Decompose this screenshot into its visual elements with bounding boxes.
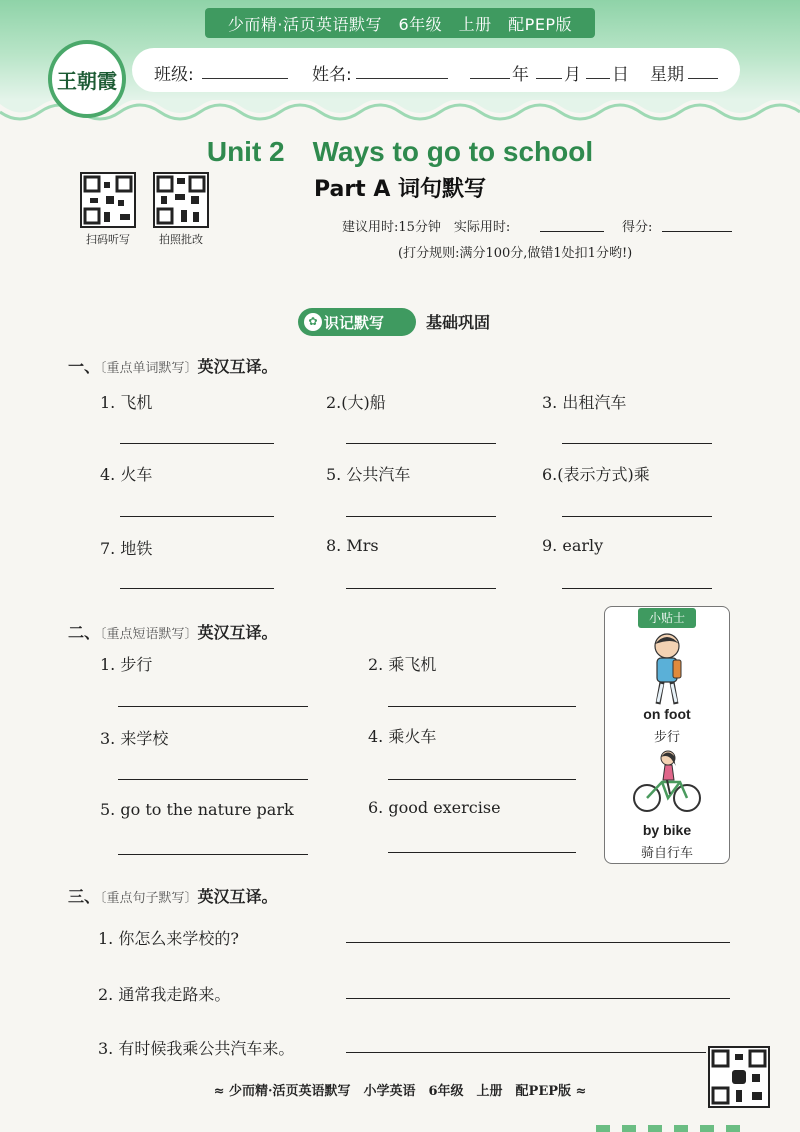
section3-tag: 〔重点句子默写〕 [100, 891, 198, 906]
s1-item: 3. 出租汽车 [542, 393, 627, 412]
section2-title: 英汉互译。 [197, 623, 278, 642]
s2-item: 4. 乘火车 [368, 727, 437, 746]
s2-item: 6. good exercise [368, 798, 501, 817]
tips-heading: 小贴士 [638, 608, 696, 628]
answer-blank[interactable] [562, 588, 712, 589]
name-label: 姓名: [312, 65, 352, 85]
s3-item: 2. 通常我走路来。 [98, 985, 231, 1004]
section1-title: 英汉互译。 [197, 357, 278, 376]
year-label: 年 [512, 65, 529, 85]
s3-item: 3. 有时候我乘公共汽车来。 [98, 1039, 295, 1058]
s2-item: 1. 步行 [100, 655, 153, 674]
section3-heading [68, 884, 278, 907]
name-blank[interactable] [356, 78, 448, 79]
section1-prefix: 一、 [68, 357, 101, 376]
day-label: 日 [612, 65, 629, 85]
bicycle-girl-icon [632, 748, 702, 816]
s1-item: 6.(表示方式)乘 [542, 465, 650, 484]
weekday-label: 星期 [650, 65, 684, 85]
s1-item: 1. 飞机 [100, 393, 153, 412]
section3-prefix: 三、 [68, 887, 101, 906]
score-blank[interactable] [662, 231, 732, 232]
section3-title: 英汉互译。 [197, 887, 278, 906]
answer-blank[interactable] [346, 1052, 706, 1053]
s2-item: 2. 乘飞机 [368, 655, 437, 674]
answer-blank[interactable] [346, 998, 730, 999]
section2-tag: 〔重点短语默写〕 [100, 627, 198, 642]
answer-blank[interactable] [562, 443, 712, 444]
answer-blank[interactable] [120, 443, 274, 444]
pill-label: 识记默写 [324, 313, 385, 332]
s3-item: 1. 你怎么来学校的? [98, 929, 239, 948]
month-blank[interactable] [536, 78, 562, 79]
answer-blank[interactable] [120, 516, 274, 517]
month-label: 月 [564, 65, 581, 85]
answer-blank[interactable] [346, 942, 730, 943]
actual-time-blank[interactable] [540, 231, 604, 232]
answer-blank[interactable] [120, 588, 274, 589]
section1-tag: 〔重点单词默写〕 [100, 361, 198, 376]
section2-heading [68, 620, 278, 643]
series-title: 少而精·活页英语默写 6年级 上册 配PEP版 [205, 8, 595, 38]
tip1-cn: 步行 [653, 730, 680, 745]
qr-code-icon[interactable] [80, 172, 136, 228]
answer-blank[interactable] [118, 779, 308, 780]
day-blank[interactable] [586, 78, 610, 79]
s1-item: 2.(大)船 [326, 393, 386, 412]
s1-item: 5. 公共汽车 [326, 465, 411, 484]
answer-blank[interactable] [388, 779, 576, 780]
answer-blank[interactable] [346, 588, 496, 589]
section-subtitle: 基础巩固 [426, 313, 491, 332]
s1-item: 4. 火车 [100, 465, 153, 484]
answer-blank[interactable] [118, 854, 308, 855]
answer-blank[interactable] [118, 706, 308, 707]
qr-code-icon[interactable] [153, 172, 209, 228]
qr-listen-group[interactable] [80, 172, 143, 247]
s1-item: 9. early [542, 536, 604, 555]
answer-blank[interactable] [346, 516, 496, 517]
answer-blank[interactable] [388, 852, 576, 853]
footer-decoration [596, 1118, 752, 1132]
weekday-blank[interactable] [688, 78, 718, 79]
answer-blank[interactable] [562, 516, 712, 517]
s2-item: 3. 来学校 [100, 729, 169, 748]
wave-divider [0, 100, 800, 126]
tip1-en: on foot [643, 706, 691, 722]
s1-item: 8. Mrs [326, 536, 379, 555]
unit-title: Unit 2 Ways to go to school [206, 136, 594, 167]
footer-qr-icon[interactable] [708, 1046, 770, 1108]
s1-item: 7. 地铁 [100, 539, 153, 558]
answer-blank[interactable] [388, 706, 576, 707]
tip2-cn: 骑自行车 [640, 846, 693, 861]
tip2-en: by bike [642, 822, 692, 838]
student-info-panel [132, 48, 740, 92]
year-blank[interactable] [470, 78, 510, 79]
s2-item: 5. go to the nature park [100, 800, 294, 819]
brand-logo [48, 40, 126, 118]
class-blank[interactable] [202, 78, 288, 79]
qr-grade-label: 拍照批改 [159, 233, 203, 246]
qr-listen-label: 扫码听写 [86, 233, 130, 246]
footer-series: ≈ 少而精·活页英语默写 小学英语 6年级 上册 配PEP版 ≈ [213, 1084, 587, 1099]
section2-prefix: 二、 [68, 623, 101, 642]
section-pill [298, 308, 416, 336]
time-suggestion: 建议用时:15分钟 实际用时: [342, 220, 511, 235]
answer-blank[interactable] [346, 443, 496, 444]
medal-icon: ✿ [304, 313, 322, 331]
logo-text: 王朝霞 [57, 68, 117, 93]
scoring-rule: (打分规则:满分100分,做错1处扣1分哟!) [398, 246, 633, 261]
score-label: 得分: [622, 220, 653, 235]
section1-heading [68, 354, 278, 377]
class-label: 班级: [154, 65, 194, 85]
part-title: Part A 词句默写 [313, 177, 487, 202]
walking-boy-icon [642, 632, 692, 708]
qr-grade-group[interactable] [153, 172, 216, 247]
